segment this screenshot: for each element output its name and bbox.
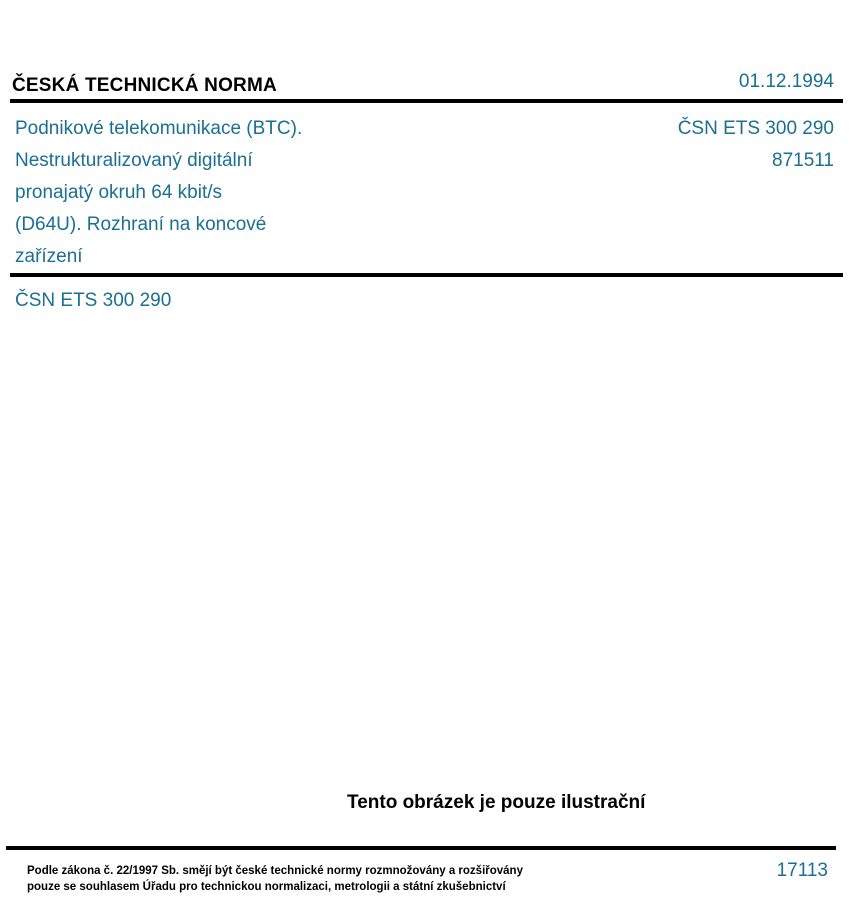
standard-title-line: zařízení: [15, 246, 83, 267]
norm-heading: ČESKÁ TECHNICKÁ NORMA: [12, 75, 277, 96]
standard-sub-code: ČSN ETS 300 290: [15, 290, 172, 311]
illustration-notice: Tento obrázek je pouze ilustrační: [347, 792, 646, 813]
document-number: 17113: [776, 860, 828, 881]
legal-notice-line: Podle zákona č. 22/1997 Sb. smějí být české technické normy rozmnožovány a rozšiřovány: [27, 865, 523, 877]
standard-identifiers: [678, 113, 834, 177]
class-number: 871511: [772, 150, 834, 171]
middle-divider: [10, 273, 843, 277]
standard-code: ČSN ETS 300 290: [677, 118, 834, 139]
standard-title-line: pronajatý okruh 64 kbit/s: [15, 182, 223, 203]
publication-date: 01.12.1994: [738, 71, 834, 92]
standard-title-line: Nestrukturalizovaný digitální: [15, 150, 253, 171]
standard-title: [15, 113, 345, 273]
top-divider: [10, 99, 843, 103]
legal-notice: [27, 863, 523, 895]
bottom-divider: [6, 846, 836, 850]
standard-title-line: Podnikové telekomunikace (BTC).: [15, 118, 303, 139]
standard-title-line: (D64U). Rozhraní na koncové: [15, 214, 267, 235]
legal-notice-line: pouze se souhlasem Úřadu pro technickou normalizaci, metrologii a státní zkušebnictví: [27, 881, 506, 893]
